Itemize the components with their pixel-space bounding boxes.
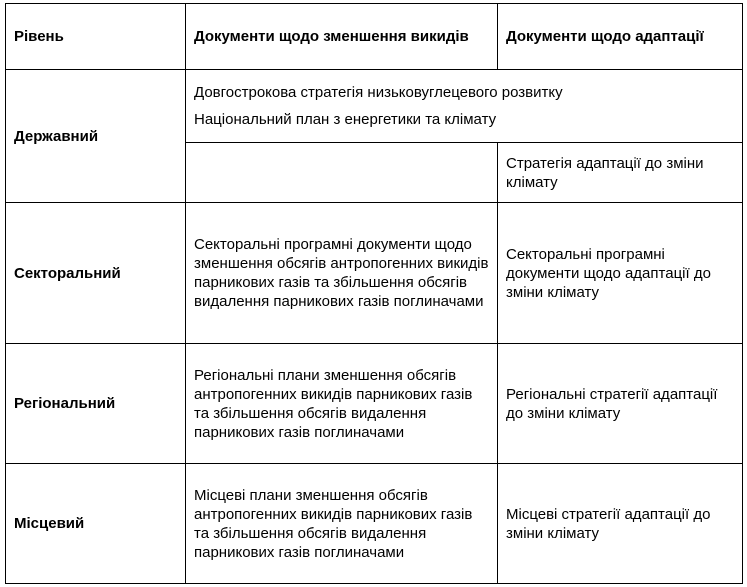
table-row-regional bbox=[6, 344, 743, 464]
document-page bbox=[5, 3, 743, 584]
state-mitigation bbox=[186, 143, 498, 203]
table-row-sectoral bbox=[6, 203, 743, 344]
sectoral-mitigation: Секторальні програмні документи щодо зменшення обсягів антропогенних викидів парникових газів та збільшення обсягів видалення парникових газів поглиначами bbox=[186, 203, 498, 344]
local-adaptation: Місцеві стратегії адаптації до зміни клімату bbox=[498, 464, 743, 584]
table-row-state-joint bbox=[6, 70, 743, 143]
state-joint-doc-2: Національний план з енергетики та клімату bbox=[194, 111, 497, 128]
state-adaptation: Стратегія адаптації до зміни клімату bbox=[498, 143, 743, 203]
header-adaptation: Документи щодо адаптації bbox=[498, 4, 743, 70]
regional-adaptation: Регіональні стратегії адаптації до зміни клімату bbox=[498, 344, 743, 464]
table-row-local bbox=[6, 464, 743, 584]
level-sectoral: Секторальний bbox=[6, 203, 186, 344]
state-joint-doc-1: Довгострокова стратегія низьковуглецевого розвитку bbox=[194, 84, 563, 101]
header-mitigation: Документи щодо зменшення викидів bbox=[186, 4, 498, 70]
level-state: Державний bbox=[6, 70, 186, 203]
regional-mitigation: Регіональні плани зменшення обсягів антропогенних викидів парникових газів та збільшення обсягів видалення парникових газів поглиначами bbox=[186, 344, 498, 464]
climate-documents-table bbox=[5, 3, 743, 584]
level-local: Місцевий bbox=[6, 464, 186, 584]
local-mitigation: Місцеві плани зменшення обсягів антропогенних викидів парникових газів та збільшення обсягів видалення парникових газів поглиначами bbox=[186, 464, 498, 584]
state-joint-documents bbox=[186, 70, 743, 143]
table-header-row bbox=[6, 4, 743, 70]
sectoral-adaptation: Секторальні програмні документи щодо адаптації до зміни клімату bbox=[498, 203, 743, 344]
level-regional: Регіональний bbox=[6, 344, 186, 464]
header-level: Рівень bbox=[6, 4, 186, 70]
